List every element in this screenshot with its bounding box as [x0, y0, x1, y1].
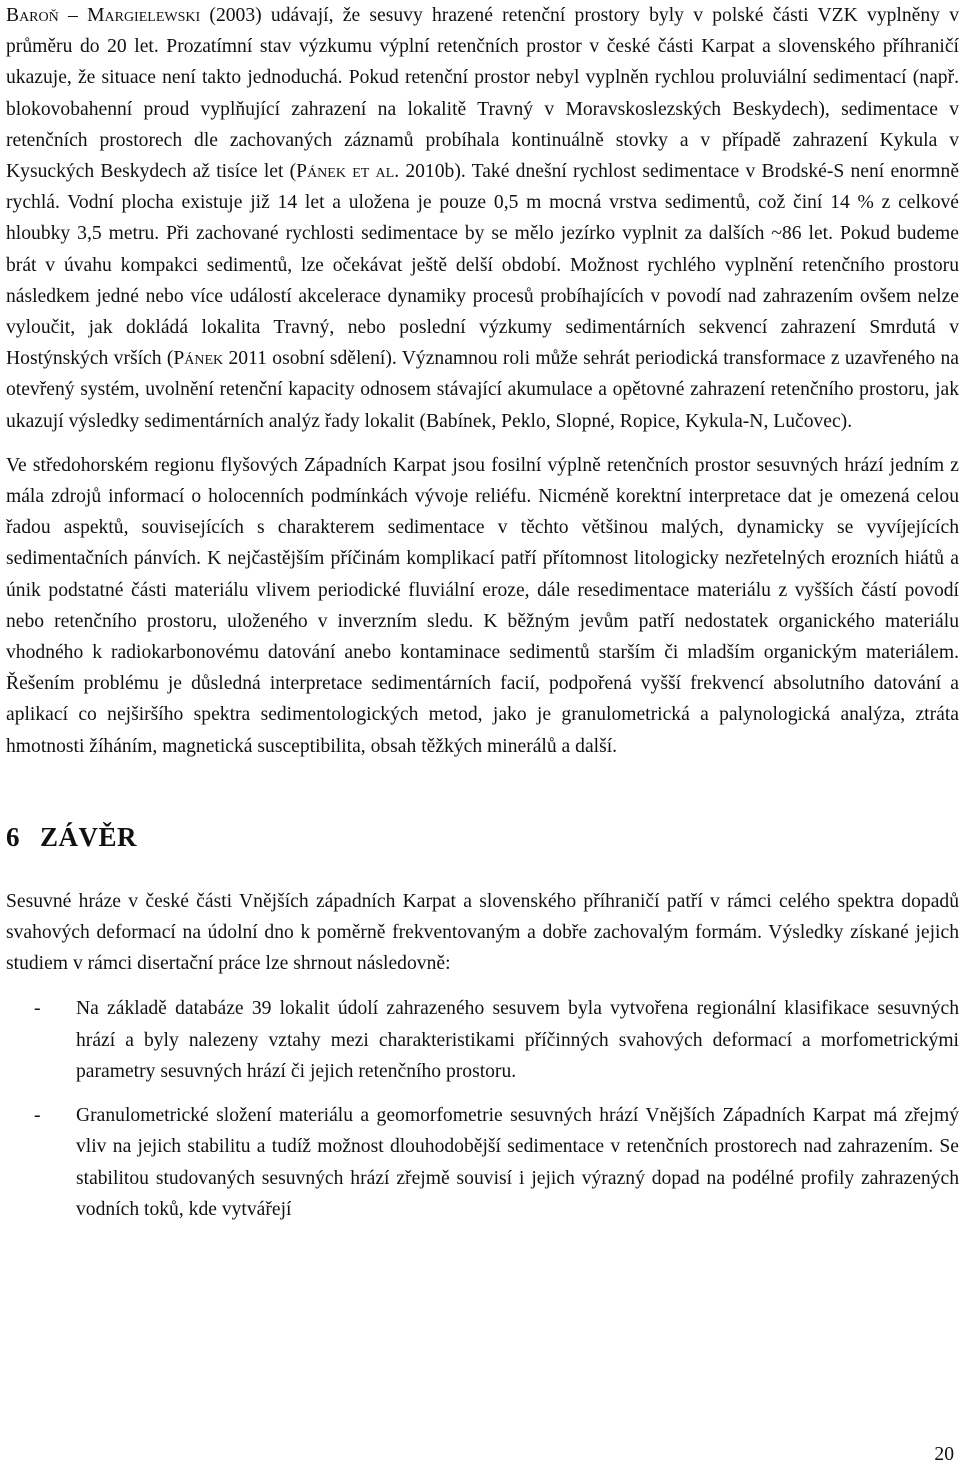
citation-author-panek-2: Pánek: [173, 348, 224, 370]
paragraph-fossil-fills: Ve středohorském regionu flyšových Západních Karpat jsou fosilní výplně retenčních prostor sesuvných hrází jedním z mála zdrojů informací o holocenních podmínkách vývoje reliéfu. Nicméně korektní interpretace dat je omezená celou řadou aspektů, souvisejících s charakterem sedimentace v těchto většinou malých, dynamicky se vyvíjejících sedimentačních pánvích. K nejčastějším příčinám komplikací patří přítomnost litologicky nezřetelných erozních hiátů a únik podstatné části materiálu vlivem periodické fluviální eroze, dále resedimentace materiálu z vyšších částí povodí nebo retenčního prostoru, uloženého v inverzním sledu. K běžným jevům patří nedostatek organického materiálu vhodného k radiokarbonovému datování anebo kontaminace sedimentů starším či mladším organickým materiálem. Řešením problému je důsledná interpretace sedimentárních facií, podpořená vyšší frekvencí absolutního datování a aplikací co nejširšího spektra sedimentologických metod, jako je granulometrická a palynologická analýza, ztráta hmotnosti žíháním, magnetická susceptibilita, obsah těžkých minerálů a další.: [6, 454, 959, 757]
paragraph-text-continued: . 2010b). Také dnešní rychlost sedimentace v Brodské-S není enormně rychlá. Vodní plocha existuje již 14 let a uložena je pouze 0,5 m mocná vrstva sedimentů, což činí 14 % z celkové hloubky 3,5 metru. Při zachované rychlosti sedimentace by se mělo jezírko vyplnit za dalších ~86 let. Pokud budeme brát v úvahu kompakci sedimentů, lze očekávat ještě delší období. Možnost rychlého vyplnění retenčního prostoru následkem jedné nebo více událostí akcelerace dynamiky procesů probíhajících v povodí nad zahrazením ovšem nelze vyloučit, jak dokládá lokalita Travný, nebo poslední výzkumy sedimentárních sekvencí zahrazení Smrdutá v Hostýnských vrších (: [6, 161, 960, 370]
list-item-text: Na základě databáze 39 lokalit údolí zahrazeného sesuvem byla vytvořena regionální klasifikace sesuvných hrází a byly nalezeny vztahy mezi charakteristikami příčinných svahových deformací a morfometrickými parametry sesuvných hrází či jejich retenčního prostoru.: [76, 998, 959, 1082]
paragraph-landslide-dam-sedimentation: [6, 0, 959, 437]
section-heading: [6, 820, 959, 854]
list-item-text: Granulometrické složení materiálu a geomorfometrie sesuvných hrází Vnějších Západních Karpat má zřejmý vliv na jejich stabilitu a tudíž možnost dlouhodobější sedimentace v retenčních prostorech nad zahrazením. Se stabilitou studovaných sesuvných hrází zřejmě souvisí i jejich výrazný dopad na podélné profily zahrazených vodních toků, kde vytvářejí: [76, 1105, 959, 1220]
paragraph-text-end: 2011 osobní sdělení). Významnou roli může sehrát periodická transformace z uzavřeného na otevřený systém, uvolnění retenční kapacity odnosem stávající akumulace a opětovné zahrazení retenčního prostoru, jak ukazují výsledky sedimentárních analýz řady lokalit (Babínek, Peklo, Slopné, Ropice, Kykula-N, Lučovec).: [6, 348, 960, 432]
section-title: ZÁVĚR: [40, 821, 138, 852]
list-item: [6, 993, 959, 1087]
citation-dash: –: [58, 5, 88, 26]
page-number: 20: [934, 1444, 954, 1465]
list-bullet: -: [34, 998, 41, 1020]
list-item: [6, 1100, 959, 1225]
list-bullet: -: [34, 1105, 41, 1127]
citation-author-baron: Baroň: [6, 5, 59, 26]
paragraph-text: (2003) udávají, že sesuvy hrazené retenční prostory byly v polské části VZK vyplněny v průměru do 20 let. Prozatímní stav výzkumu výplní retenčních prostor v české části Karpat a slovenského příhraničí ukazuje, že situace není takto jednoduchá. Pokud retenční prostor nebyl vyplněn rychlou proluviální sedimentací (např. blokovobahenní proud vyplňující zahrazení na lokalitě Travný v Moravskoslezských Beskydech), sedimentace v retenčních prostorech dle zachovaných záznamů probíhala kontinuálně stovky a v případě zahrazení Kykula v Kysuckých Beskydech až tisíce let (: [6, 5, 960, 183]
conclusion-intro: Sesuvné hráze v české části Vnějších západních Karpat a slovenského příhraničí patří v rámci celého spektra dopadů svahových deformací na údolní dno k poměrně frekventovaným a dobře zachovalým formám. Výsledky získané jejich studiem v rámci disertační práce lze shrnout následovně:: [6, 890, 959, 975]
conclusion-list: [6, 993, 959, 1224]
document-page: [6, 0, 959, 1225]
citation-author-panek: Pánek et al: [296, 161, 395, 183]
section-number: 6: [6, 821, 20, 852]
citation-author-margielewski: Margielewski: [87, 5, 201, 26]
